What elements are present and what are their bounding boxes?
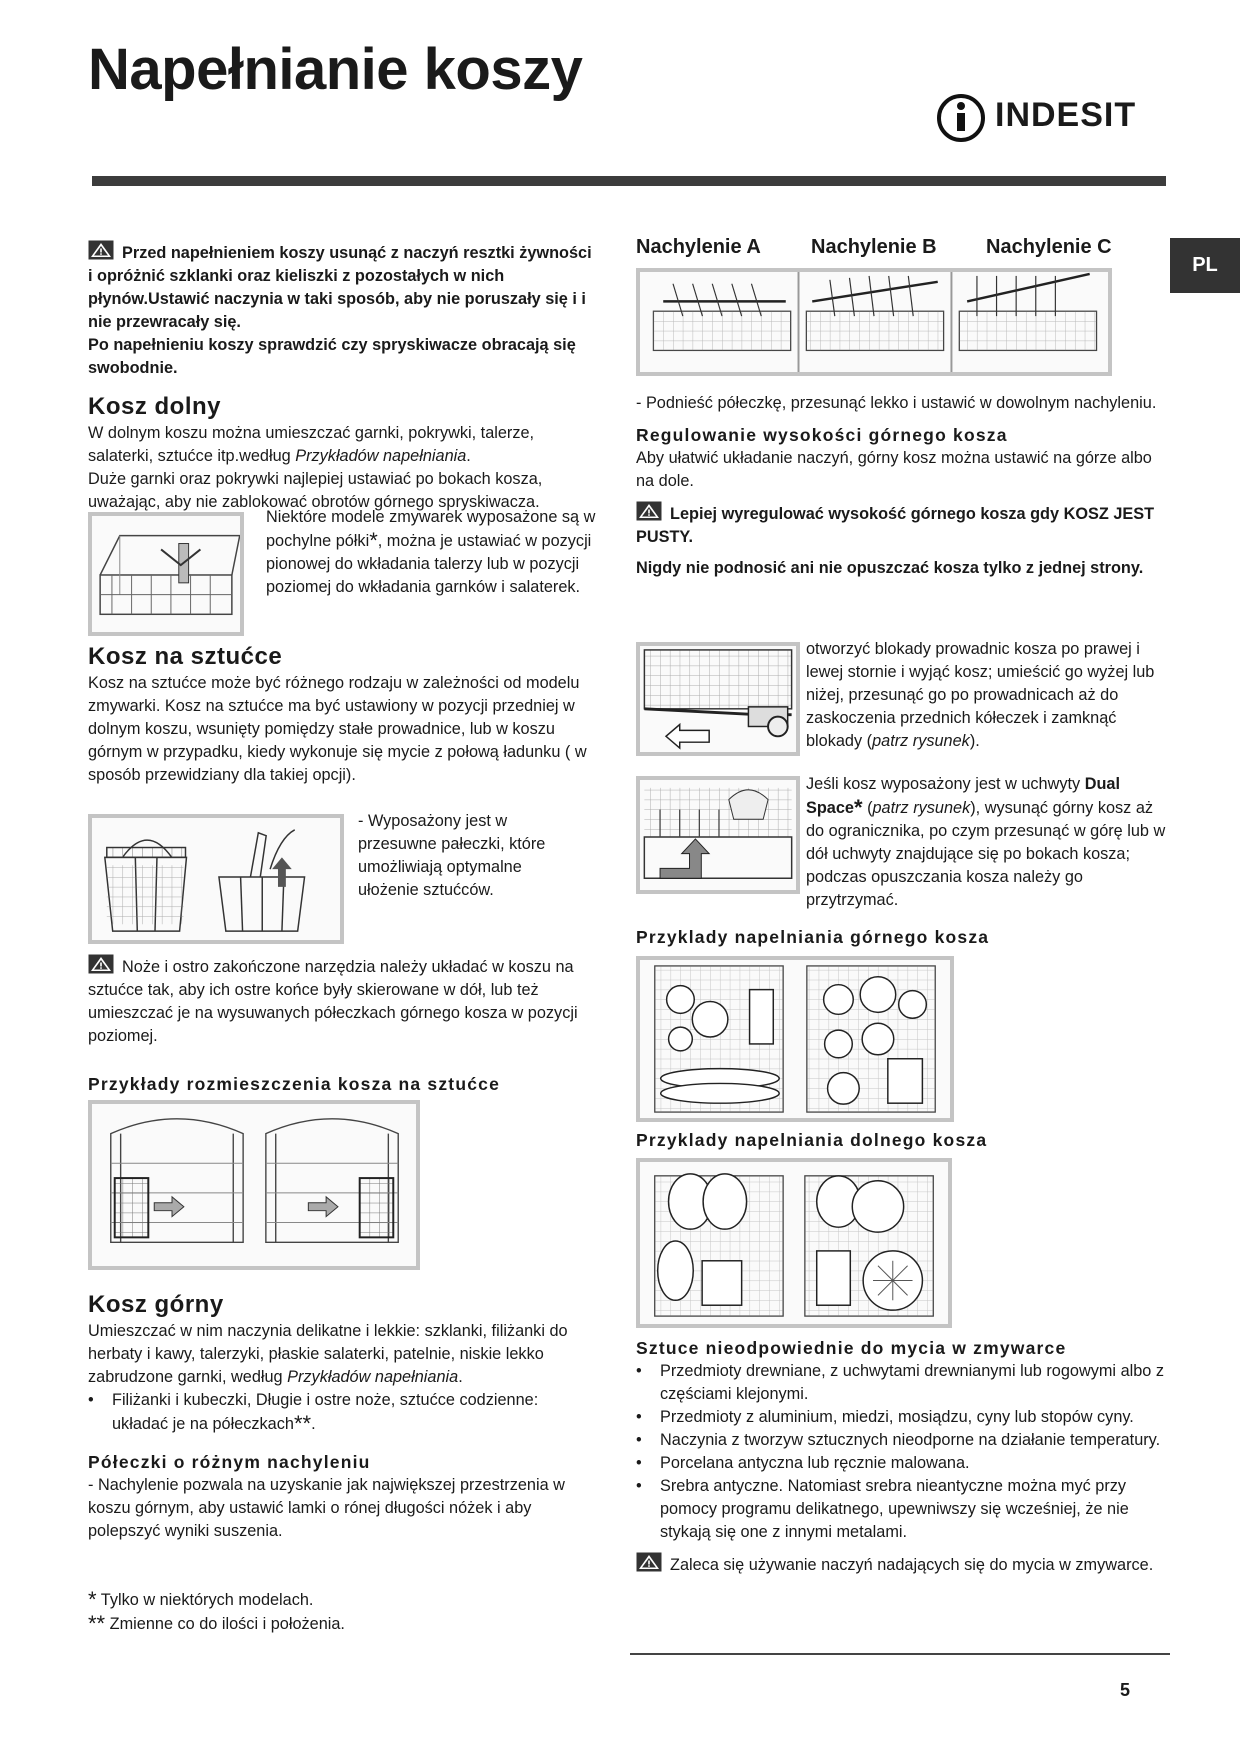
warning-icon	[636, 501, 662, 521]
height-warning: Lepiej wyregulować wysokość górnego kosza gdy KOSZ JEST PUSTY.	[636, 501, 1166, 549]
page-number: 5	[1120, 1680, 1131, 1700]
footer-rule	[630, 1653, 1170, 1655]
cutlery-section	[88, 642, 593, 787]
left-column	[88, 240, 593, 514]
lower-examples-heading: Przyklady napelniania dolnego kosza	[636, 1130, 988, 1150]
warning-icon	[88, 954, 114, 974]
indesit-logo	[935, 88, 1135, 148]
tilt-label-c: Nachylenie C	[986, 236, 1112, 258]
lower-basket-heading: Kosz dolny	[88, 393, 222, 420]
upper-basket-list	[88, 1389, 593, 1436]
height-text: Aby ułatwić układanie naczyń, górny kosz można ustawić na górze albo na dole.	[636, 449, 1152, 490]
height-figure-2	[636, 776, 800, 894]
list-item: • Filiżanki i kubeczki, Długie i ostre noże, sztućce codzienne: układać je na półeczkach**.	[88, 1389, 593, 1436]
list-item: • Srebra antyczne. Natomiast srebra nieantyczne można myć przy pomocy programu delikatnego, upewniwszy się wcześniej, że nie stykają się one z innymi metalami.	[636, 1475, 1171, 1544]
list-item: • Przedmioty z aluminium, miedzi, mosiądzu, cyny lub stopów cyny.	[636, 1406, 1171, 1429]
lower-basket-figure-text: Niektóre modele zmywarek wyposażone są w pochylne półki*, można je ustawiać w pozycji pionowej do wkładania talerzy lub w pozycji poziomej do wkładania garnków i salaterek.	[266, 508, 596, 596]
warning-icon	[636, 1552, 662, 1572]
cutlery-examples-figure	[88, 1100, 420, 1270]
height-figure-1-text: otworzyć blokady prowadnic kosza po prawej i lewej stornie i wyjąć kosz; umieścić go wyżej lub niżej, przesunąć go po prowadnicach aż do zaskoczenia przednich kółeczek i zamknąć blokady (patrz rysunek).	[806, 640, 1155, 750]
cutlery-basket-text: Kosz na sztućce może być różnego rodzaju w zależności od modelu zmywarki. Kosz na sztućce ma być ustawiony w pozycji przedniej w dolnym koszu, wsunięty pomiędzy stałe prowadnice, lub w koszu górnym w przypadku, kiedy wykonuje się mycie z połową ładunku ( w sposób przewidziany dla takiej opcji).	[88, 674, 587, 784]
cutlery-basket-figure	[88, 814, 344, 944]
footnote-1: * Tylko w niektórych modelach.	[88, 1587, 314, 1612]
lower-examples-figure	[636, 1158, 952, 1328]
cutlery-examples-heading: Przykłady rozmieszczenia kosza na sztućce	[88, 1074, 501, 1094]
upper-examples-heading: Przyklady napelniania górnego kosza	[636, 927, 990, 947]
warning-icon	[88, 240, 114, 260]
language-tab: PL	[1170, 238, 1240, 293]
tilt-text: - Podnieść półeczkę, przesunąć lekko i ustawić w dowolnym nachyleniu.	[636, 394, 1157, 412]
footnotes	[88, 1588, 593, 1636]
header-rule	[92, 176, 1166, 186]
unsuitable-section	[636, 1336, 1171, 1577]
intro-warning-2: Po napełnieniu koszy sprawdzić czy spryskiwacze obracają się swobodnie.	[88, 336, 576, 377]
unsuitable-warning: Zaleca się używanie naczyń nadających się do mycia w zmywarce.	[636, 1552, 1171, 1577]
footnote-2: ** Zmienne co do ilości i położenia.	[88, 1611, 345, 1636]
tilt-label-b: Nachylenie B	[811, 236, 937, 258]
page-title: Napełnianie koszy	[88, 37, 583, 102]
intro-warning: Przed napełnieniem koszy usunąć z naczyń resztki żywności i opróżnić szklanki oraz kieliszki z pozostałych w nich płynów.Ustawić naczynia w taki sposób, aby nie poruszały się i i nie przewracały się.	[88, 240, 593, 334]
upper-basket-heading: Kosz górny	[88, 1291, 224, 1318]
shelves-heading: Półeczki o różnym nachyleniu	[88, 1452, 371, 1472]
upper-basket-text: Umieszczać w nim naczynia delikatne i lekkie: szklanki, filiżanki do herbaty i kawy, talerzyki, płaskie salaterki, patelnie, niskie lekko zabrudzone garnki, według Przykładów napełniania.	[88, 1322, 568, 1386]
height-figure-1	[636, 642, 800, 756]
tilt-label-a: Nachylenie A	[636, 236, 761, 258]
upper-examples	[636, 925, 1166, 949]
cutlery-basket-heading: Kosz na sztućce	[88, 643, 283, 670]
height-never: Nigdy nie podnosić ani nie opuszczać kosza tylko z jednej strony.	[636, 559, 1144, 577]
height-figure-2-text: Jeśli kosz wyposażony jest w uchwyty Dual Space* (patrz rysunek), wysunąć górny kosz aż do ogranicznika, po czym przesunąć w górę lub w dół uchwyty znajdujące się po bokach kosza; podczas opuszczania kosza należy go przytrzymać.	[806, 775, 1166, 909]
lower-basket-figure	[88, 512, 244, 636]
lower-basket-text-2: Duże garnki oraz pokrywki najlepiej ustawiać po bokach kosza, uważając, aby nie zablokować obrotów górnego spryskiwacza.	[88, 470, 543, 511]
knives-warning: Noże i ostro zakończone narzędzia należy układać w koszu na sztućce tak, aby ich ostre końce były skierowane w dół, lub też umieszczać je na wysuwanych półeczkach górnego kosza w pozycji poziomej. Przykłady rozmieszczenia kosza na sztućce	[88, 954, 593, 1096]
lower-basket-text-1: W dolnym koszu można umieszczać garnki, pokrywki, talerze, salaterki, sztućce itp.według Przykładów napełniania.	[88, 424, 535, 465]
unsuitable-heading: Sztuce nieodpowiednie do mycia w zmywarce	[636, 1338, 1067, 1358]
list-item: • Naczynia z tworzyw sztucznych nieodporne na działanie temperatury.	[636, 1429, 1171, 1452]
upper-examples-figure	[636, 956, 954, 1122]
brand-name: INDESIT	[995, 96, 1137, 134]
upper-basket-section	[88, 1290, 593, 1543]
list-item: • Porcelana antyczna lub ręcznie malowana.	[636, 1452, 1171, 1475]
cutlery-figure-text: - Wyposażony jest w przesuwne pałeczki, które umożliwiają optymalne ułożenie sztućców.	[358, 812, 546, 899]
list-item: • Przedmioty drewniane, z uchwytami drewnianymi lub rogowymi albo z częściami klejonymi.	[636, 1360, 1171, 1406]
shelves-text: - Nachylenie pozwala na uzyskanie jak największej przestrzenia w koszu górnym, aby ustawić lamki o rónej długości nóżek i aby polepszyć wyniki suszenia.	[88, 1476, 565, 1540]
tilt-figure	[636, 268, 1112, 376]
unsuitable-list	[636, 1360, 1171, 1544]
height-heading: Regulowanie wysokości górnego kosza	[636, 425, 1008, 445]
right-column-top	[636, 392, 1166, 580]
lower-examples	[636, 1128, 1166, 1152]
